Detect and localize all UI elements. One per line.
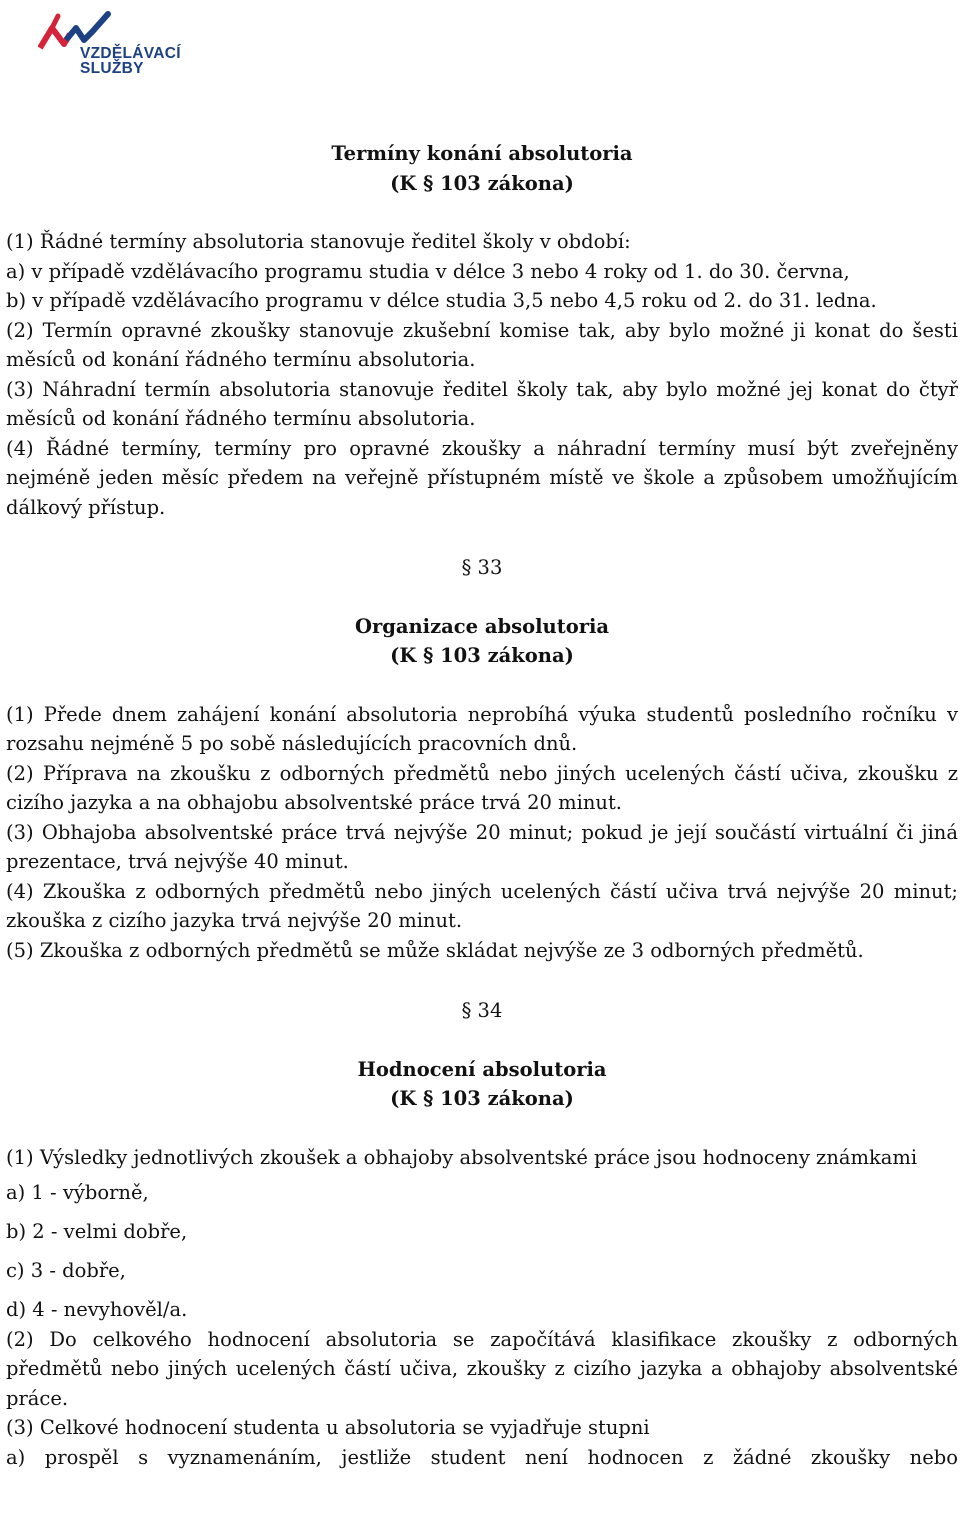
section-33-p3: (3) Obhajoba absolventské práce trvá nejvýše 20 minut; pokud je její součástí virtuální či jiná prezentace, trvá nejvýše 40 minut. [6, 820, 958, 873]
section-32 [6, 139, 958, 522]
logo-line-1: VZDĚLÁVACÍ [80, 45, 181, 62]
grade-item: b) 2 - velmi dobře, [6, 1220, 188, 1243]
section-33-p5: (5) Zkouška z odborných předmětů se může skládat nejvýše ze 3 odborných předmětů. [6, 938, 864, 962]
section-34-p2: (2) Do celkového hodnocení absolutoria se započítává klasifikace zkoušky z odborných předmětů nebo jiných ucelených částí učiva, zkoušky z cizího jazyka a obhajoby absolventské práce. [6, 1327, 958, 1410]
spacer [6, 671, 958, 700]
section-34-p1: (1) Výsledky jednotlivých zkoušek a obhajoby absolventské práce jsou hodnoceny známkami [6, 1145, 918, 1169]
section-33-title: Organizace absolutoria [354, 614, 610, 638]
section-32-p4: (4) Řádné termíny, termíny pro opravné zkoušky a náhradní termíny musí být zveřejněny nejméně jeden měsíc předem na veřejně přístupném místě ve škole a způsobem umožňujícím dálkový přístup. [6, 436, 958, 519]
logo-wordmark [80, 46, 181, 76]
section-33-p2: (2) Příprava na zkoušku z odborných předmětů nebo jiných ucelených částí učiva, zkoušku z cizího jazyka a na obhajobu absolventské práce trvá 20 minut. [6, 761, 958, 814]
document-body [6, 139, 958, 1472]
section-32-subtitle: (K § 103 zákona) [390, 171, 574, 195]
section-33-p4: (4) Zkouška z odborných předmětů nebo jiných ucelených částí učiva trvá nejvýše 20 minut; zkouška z cizího jazyka trvá nejvýše 20 minut. [6, 879, 958, 932]
section-33-number: § 33 [461, 556, 503, 579]
logo-line-2: SLUŽBY [80, 60, 144, 77]
spacer [6, 1114, 958, 1143]
section-32-p1: (1) Řádné termíny absolutoria stanovuje ředitel školy v období: [6, 230, 631, 253]
grade-item: a) 1 - výborně, [6, 1181, 149, 1204]
vzdelavaci-sluzby-logo [38, 10, 181, 90]
section-34-subtitle: (K § 103 zákona) [390, 1087, 574, 1110]
section-32-p1a: a) v případě vzdělávacího programu studia v délce 3 nebo 4 roky od 1. do 30. června, [6, 259, 850, 283]
spacer [6, 198, 958, 227]
section-33-subtitle: (K § 103 zákona) [390, 644, 574, 667]
section-32-title: Termíny konání absolutoria [331, 142, 633, 165]
section-34-p3: (3) Celkové hodnocení studenta u absolutoria se vyjadřuje stupni [6, 1416, 650, 1439]
section-34 [6, 996, 958, 1472]
section-32-p2: (2) Termín opravné zkoušky stanovuje zkušební komise tak, aby bylo možné ji konat do šesti měsíců od konání řádného termínu absolutoria. [6, 318, 958, 371]
grade-item: d) 4 - nevyhověl/a. [6, 1298, 188, 1321]
section-34-p3a: a) prospěl s vyznamenáním, jestliže student není hodnocen z žádné zkoušky nebo [6, 1445, 958, 1469]
section-32-p1b: b) v případě vzdělávacího programu v délce studia 3,5 nebo 4,5 roku od 2. do 31. ledna. [6, 289, 877, 312]
section-33 [6, 553, 958, 965]
section-34-title: Hodnocení absolutoria [357, 1057, 607, 1081]
section-32-p3: (3) Náhradní termín absolutoria stanovuje ředitel školy tak, aby bylo možné jej konat do čtyř měsíců od konání řádného termínu absolutoria. [6, 377, 958, 430]
grade-item: c) 3 - dobře, [6, 1259, 126, 1282]
section-33-p1: (1) Přede dnem zahájení konání absolutoria neprobíhá výuka studentů posledního ročníku v rozsahu nejméně 5 po sobě následujících pracovních dnů. [6, 702, 958, 755]
section-34-number: § 34 [461, 999, 503, 1022]
